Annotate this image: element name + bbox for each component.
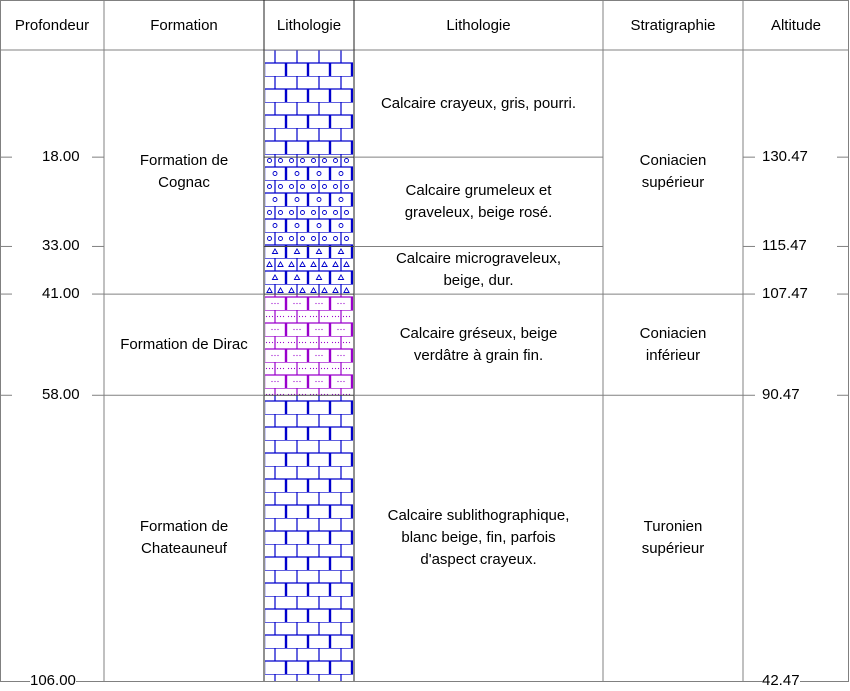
- header-lithologie-column: Lithologie: [276, 16, 342, 34]
- lithology-description-1-label: Calcaire grumeleux et graveleux, beige rosé.: [404, 181, 553, 221]
- formation-1-label: Formation de Dirac: [120, 335, 248, 353]
- lithology-description-2: [354, 246, 603, 294]
- formation-0-label: Formation de Cognac: [139, 152, 229, 192]
- stratigraphy-1-label: Coniacien inférieur: [639, 324, 707, 364]
- header-formation: Formation: [150, 16, 218, 34]
- lithology-pattern-0: [265, 50, 353, 157]
- altitude-label-1: 115.47: [762, 237, 807, 255]
- stratigraphy-2: [603, 395, 743, 681]
- header-stratigraphie: Stratigraphie: [630, 16, 716, 34]
- lithology-description-3-label: Calcaire gréseux, beige verdâtre à grain fin.: [399, 324, 558, 364]
- stratigraphy-0-label: Coniacien supérieur: [639, 152, 707, 192]
- altitude-label-4: 42.47: [762, 672, 800, 689]
- stratigraphy-0: [603, 50, 743, 294]
- depth-label-1: 33.00: [42, 237, 80, 255]
- lithology-description-4: [354, 395, 603, 681]
- lithology-description-1: [354, 157, 603, 246]
- formation-0: [104, 50, 264, 294]
- formation-2: [104, 395, 264, 681]
- lithology-description-0-label: Calcaire crayeux, gris, pourri.: [380, 94, 577, 112]
- lithology-pattern-3: [265, 294, 353, 395]
- lithology-pattern-4: [265, 395, 353, 681]
- altitude-label-3: 90.47: [762, 386, 800, 404]
- header-lithologie-description: Lithologie: [446, 16, 511, 34]
- lithology-pattern-2: [265, 246, 353, 294]
- depth-label-4: 106.00: [30, 672, 76, 689]
- altitude-label-0: 130.47: [762, 148, 808, 166]
- altitude-label-2: 107.47: [762, 285, 808, 303]
- formation-1: [104, 294, 264, 395]
- header-altitude: Altitude: [770, 16, 822, 34]
- depth-label-3: 58.00: [42, 386, 80, 404]
- stratigraphy-2-label: Turonien supérieur: [641, 518, 705, 558]
- lithology-description-2-label: Calcaire micrograveleux, beige, dur.: [395, 250, 562, 290]
- depth-label-0: 18.00: [42, 148, 80, 166]
- lithology-pattern-1: [265, 157, 353, 246]
- lithology-description-0: [354, 50, 603, 157]
- stratigraphy-1: [603, 294, 743, 395]
- formation-2-label: Formation de Chateauneuf: [139, 518, 229, 558]
- depth-label-2: 41.00: [42, 285, 80, 303]
- header-profondeur: Profondeur: [14, 16, 90, 34]
- lithology-description-3: [354, 294, 603, 395]
- lithology-description-4-label: Calcaire sublithographique, blanc beige, fin, parfois d'aspect crayeux.: [387, 507, 570, 569]
